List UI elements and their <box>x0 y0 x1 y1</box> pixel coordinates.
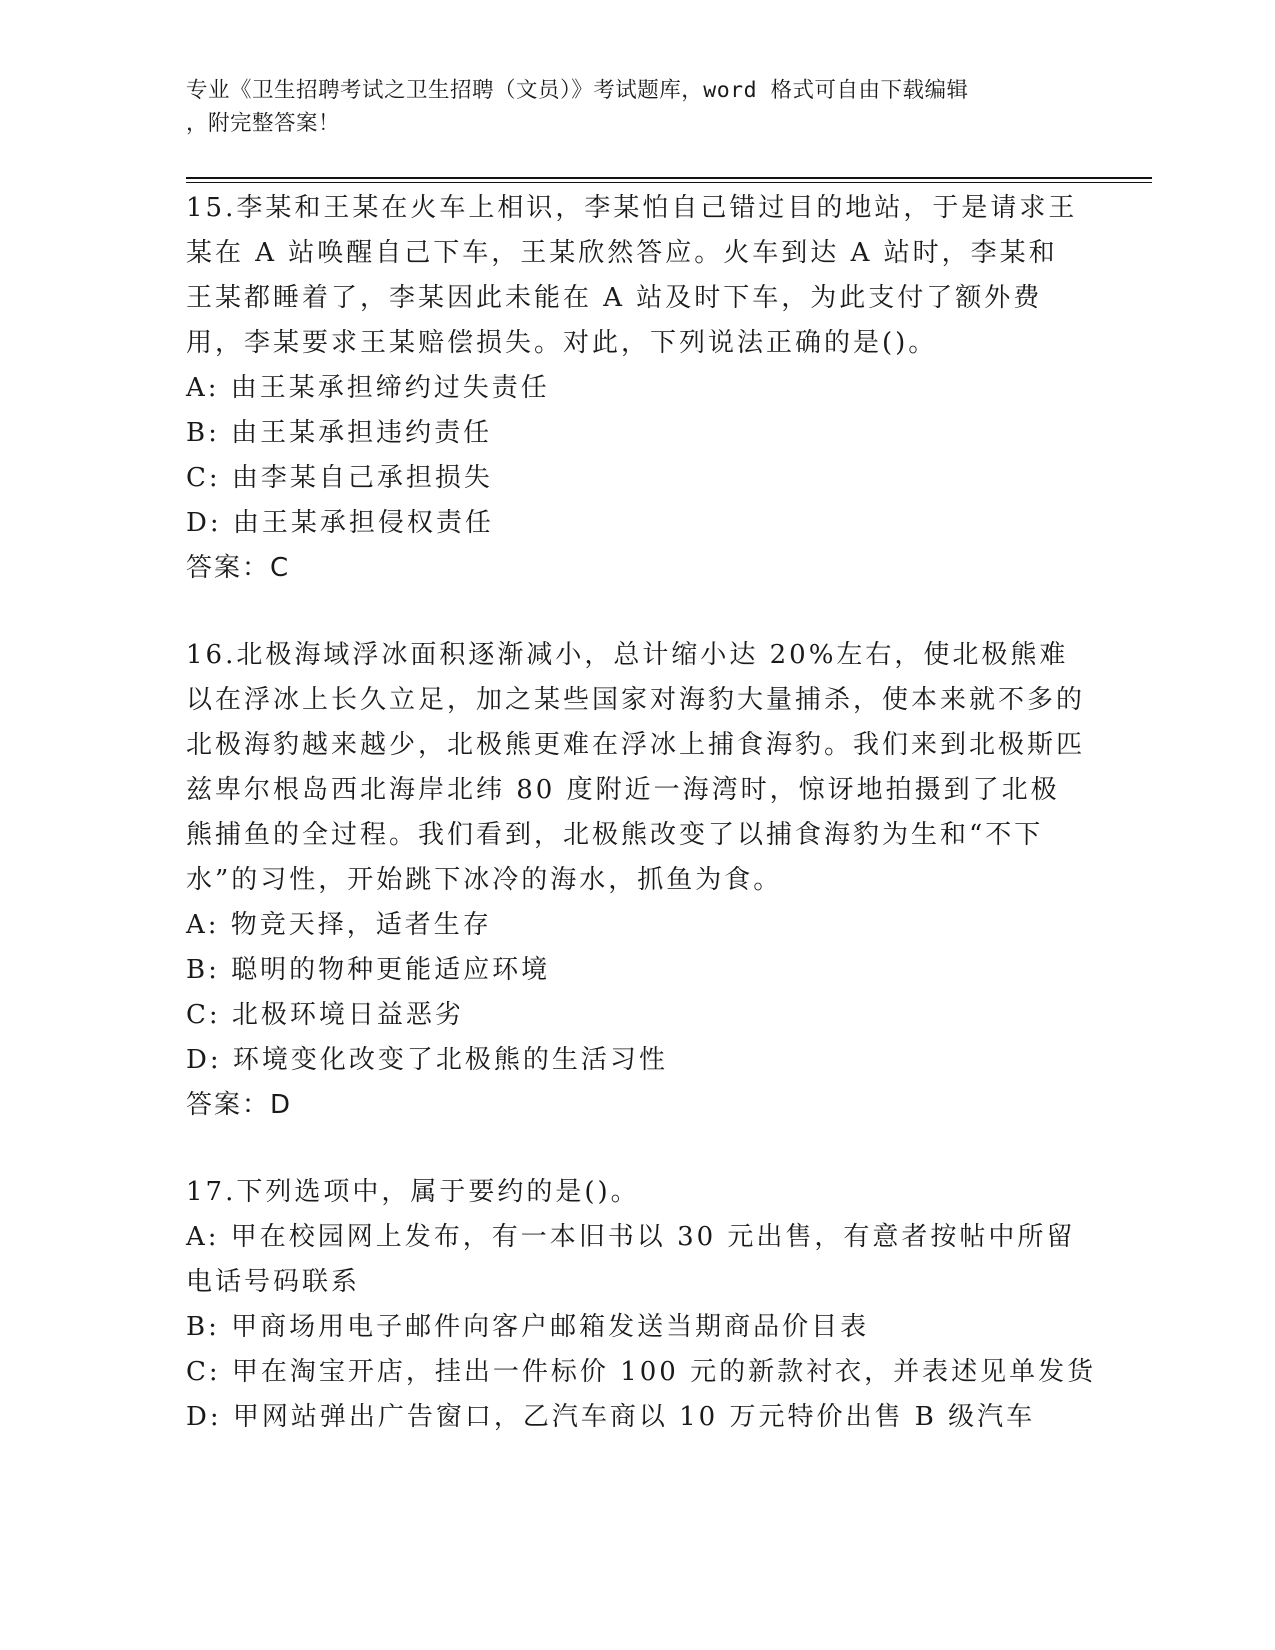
option-a: A: 物竞天择，适者生存 <box>186 910 492 940</box>
option-d: D: 环境变化改变了北极熊的生活习性 <box>186 1045 668 1075</box>
question-stem: 16.北极海域浮冰面积逐渐减小，总计缩小达 20%左右，使北极熊难以在浮冰上长久立足，加之某些国家对海豹大量捕杀，使本来就不多的北极海豹越来越少，北极熊更难在浮冰上捕食海豹。我们来到北极斯匹兹卑尔根岛西北海岸北纬 80 度附近一海湾时，惊讶地拍摄到了北极熊捕鱼的全过程。我们看到，北极熊改变了以捕食海豹为生和“不下水”的习性，开始跳下冰冷的海水，抓鱼为食。 <box>186 640 1086 895</box>
option-c: C: 由李某自己承担损失 <box>186 463 493 493</box>
option-d: D: 甲网站弹出广告窗口，乙汽车商以 10 万元特价出售 B 级汽车 <box>186 1402 1036 1432</box>
question-list <box>186 186 1097 1440</box>
option-d: D: 由王某承担侵权责任 <box>186 508 494 538</box>
question-stem: 17.下列选项中，属于要约的是()。 <box>186 1177 640 1207</box>
question-16 <box>186 633 1086 1128</box>
spacer <box>186 591 1086 633</box>
header-line-2: ，附完整答案！ <box>186 111 341 136</box>
question-15 <box>186 186 1086 591</box>
question-stem: 15.李某和王某在火车上相识，李某怕自己错过目的地站，于是请求王某在 A 站唤醒自己下车，王某欣然答应。火车到达 A 站时，李某和王某都睡着了，李某因此未能在 A 站及时下车，为此支付了额外费用，李某要求王某赔偿损失。对此，下列说法正确的是()。 <box>186 193 1078 358</box>
option-b: B: 由王某承担违约责任 <box>186 418 493 448</box>
header-line-1: 专业《卫生招聘考试之卫生招聘（文员）》考试题库，word 格式可自由下载编辑 <box>186 78 969 103</box>
option-c: C: 北极环境日益恶劣 <box>186 1000 464 1030</box>
option-b: B: 甲商场用电子邮件向客户邮箱发送当期商品价目表 <box>186 1312 870 1342</box>
answer-label: 答案：D <box>186 1090 293 1120</box>
page-header <box>186 74 1066 140</box>
option-b: B: 聪明的物种更能适应环境 <box>186 955 551 985</box>
header-divider-thick <box>186 177 1152 179</box>
option-a: A: 由王某承担缔约过失责任 <box>186 373 550 403</box>
question-17 <box>186 1170 1097 1440</box>
option-a: A: 甲在校园网上发布，有一本旧书以 30 元出售，有意者按帖中所留电话号码联系 <box>186 1222 1076 1297</box>
answer-label: 答案：C <box>186 553 291 583</box>
option-c: C: 甲在淘宝开店，挂出一件标价 100 元的新款衬衣，并表述见单发货 <box>186 1357 1097 1387</box>
header-divider-thin <box>186 182 1152 183</box>
spacer <box>186 1128 1086 1170</box>
